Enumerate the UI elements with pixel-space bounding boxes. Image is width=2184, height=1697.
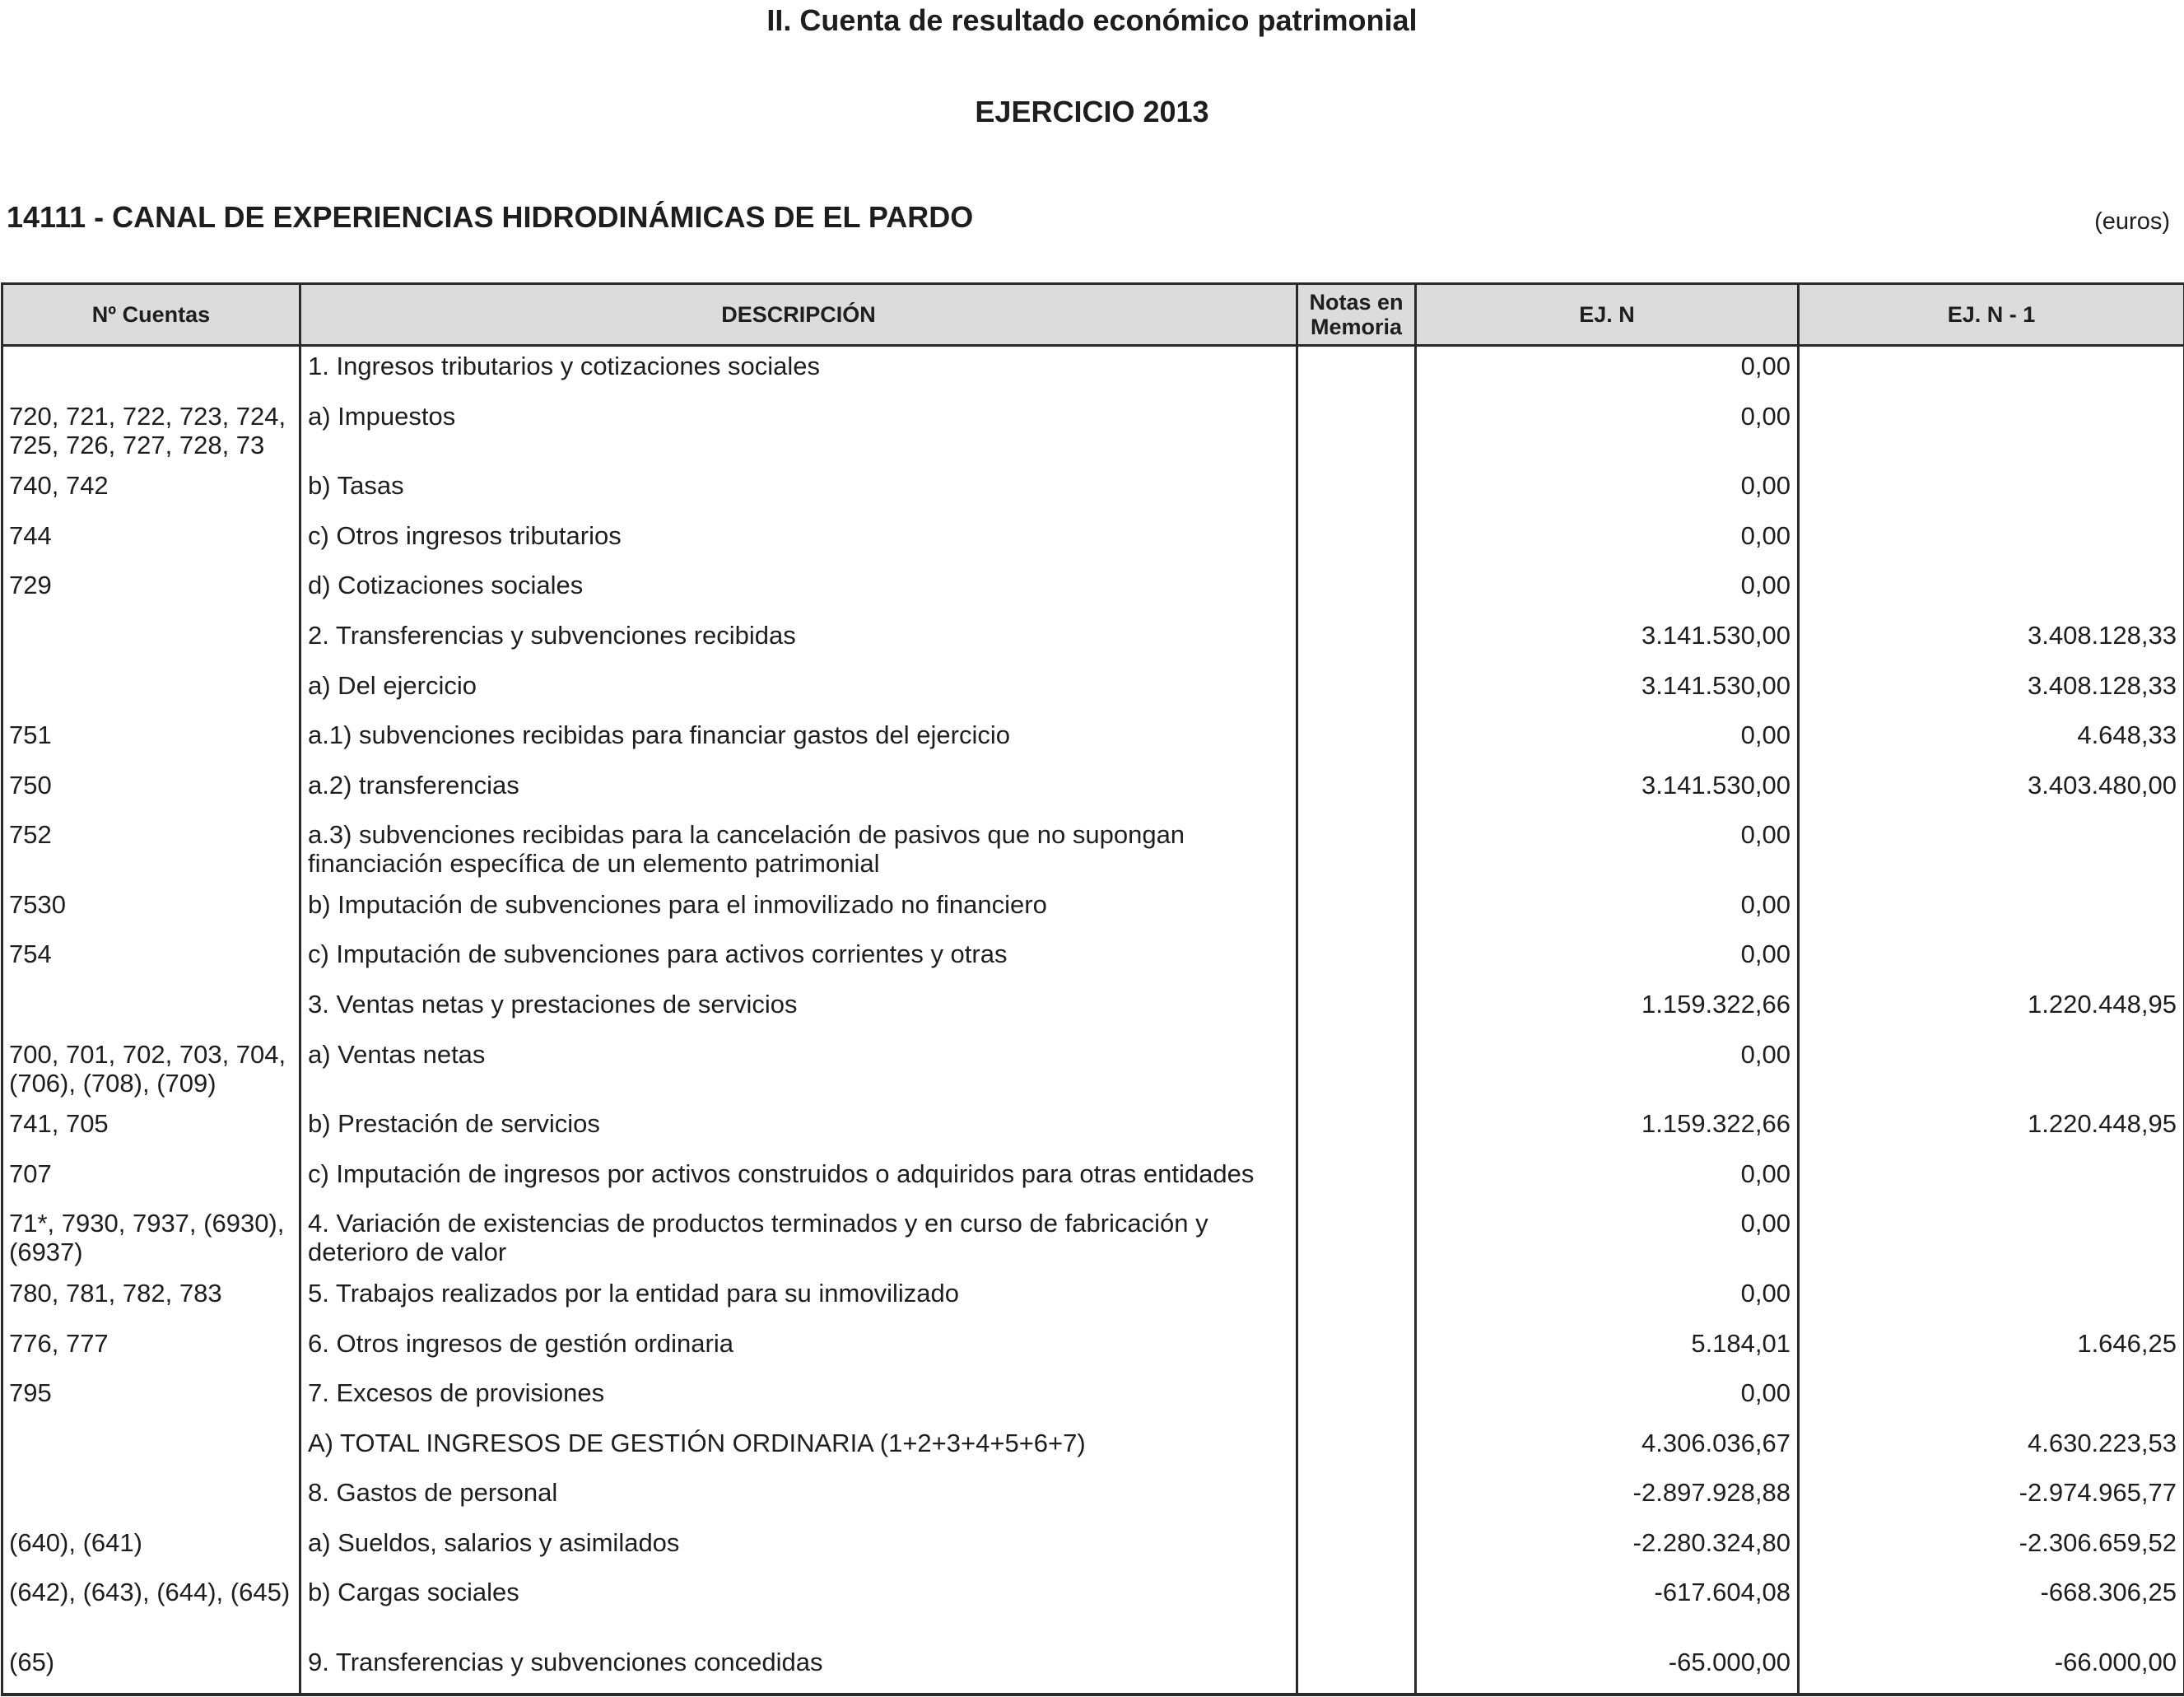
cell-cuentas: 750 [2, 766, 300, 816]
cell-descripcion: b) Prestación de servicios [300, 1104, 1297, 1154]
table-row [2, 1643, 2184, 1695]
cell-ej-n1: 1.646,25 [1799, 1324, 2184, 1374]
cell-descripcion: b) Imputación de subvenciones para el inmovilizado no financiero [300, 885, 1297, 935]
cell-descripcion: 7. Excesos de provisiones [300, 1373, 1297, 1424]
cell-notas [1297, 1523, 1416, 1573]
column-header-descripcion: DESCRIPCIÓN [300, 284, 1297, 346]
cell-notas [1297, 815, 1416, 885]
cell-cuentas: 707 [2, 1154, 300, 1205]
cell-cuentas: 7530 [2, 885, 300, 935]
currency-unit: (euros) [2094, 208, 2170, 235]
cell-notas [1297, 566, 1416, 616]
cell-ej-n1 [1799, 885, 2184, 935]
cell-notas [1297, 1204, 1416, 1274]
cell-ej-n1: -66.000,00 [1799, 1643, 2184, 1695]
cell-ej-n1: -668.306,25 [1799, 1573, 2184, 1643]
cell-notas [1297, 1324, 1416, 1374]
cell-notas [1297, 1104, 1416, 1154]
cell-ej-n: 0,00 [1416, 935, 1799, 985]
cell-notas [1297, 616, 1416, 666]
cell-ej-n: 5.184,01 [1416, 1324, 1799, 1374]
table-row [2, 1523, 2184, 1573]
cell-ej-n: 0,00 [1416, 1274, 1799, 1324]
cell-cuentas: (640), (641) [2, 1523, 300, 1573]
fiscal-year: EJERCICIO 2013 [975, 95, 1209, 128]
cell-ej-n1: 3.403.480,00 [1799, 766, 2184, 816]
cell-ej-n: 0,00 [1416, 516, 1799, 566]
income-statement-table [1, 282, 2184, 1696]
cell-ej-n1 [1799, 935, 2184, 985]
cell-descripcion: a) Ventas netas [300, 1035, 1297, 1105]
cell-cuentas [2, 985, 300, 1035]
cell-cuentas: 71*, 7930, 7937, (6930), (6937) [2, 1204, 300, 1274]
cell-cuentas: (642), (643), (644), (645) [2, 1573, 300, 1643]
cell-ej-n1: 4.648,33 [1799, 716, 2184, 766]
cell-ej-n1: 3.408.128,33 [1799, 616, 2184, 666]
cell-descripcion: c) Imputación de ingresos por activos construidos o adquiridos para otras entidades [300, 1154, 1297, 1205]
cell-descripcion: 6. Otros ingresos de gestión ordinaria [300, 1324, 1297, 1374]
cell-notas [1297, 346, 1416, 397]
cell-descripcion: c) Otros ingresos tributarios [300, 516, 1297, 566]
cell-ej-n1 [1799, 1035, 2184, 1105]
cell-ej-n: 3.141.530,00 [1416, 766, 1799, 816]
table-row [2, 1154, 2184, 1205]
cell-ej-n: 0,00 [1416, 716, 1799, 766]
cell-ej-n: 0,00 [1416, 1154, 1799, 1205]
cell-descripcion: 9. Transferencias y subvenciones concedidas [300, 1643, 1297, 1695]
cell-cuentas: 740, 742 [2, 466, 300, 516]
column-header-ej-n1: EJ. N - 1 [1799, 284, 2184, 346]
cell-ej-n: 3.141.530,00 [1416, 616, 1799, 666]
table-row [2, 1373, 2184, 1424]
cell-ej-n1: 1.220.448,95 [1799, 1104, 2184, 1154]
table-row [2, 666, 2184, 716]
cell-cuentas [2, 346, 300, 397]
cell-cuentas: 729 [2, 566, 300, 616]
cell-ej-n: 0,00 [1416, 1035, 1799, 1105]
cell-ej-n: 3.141.530,00 [1416, 666, 1799, 716]
cell-ej-n: -2.280.324,80 [1416, 1523, 1799, 1573]
cell-ej-n1 [1799, 1204, 2184, 1274]
cell-notas [1297, 1473, 1416, 1523]
cell-ej-n: 0,00 [1416, 466, 1799, 516]
cell-ej-n: 0,00 [1416, 885, 1799, 935]
column-header-ej-n: EJ. N [1416, 284, 1799, 346]
cell-cuentas: 795 [2, 1373, 300, 1424]
cell-notas [1297, 716, 1416, 766]
cell-ej-n: -2.897.928,88 [1416, 1473, 1799, 1523]
column-header-cuentas: Nº Cuentas [2, 284, 300, 346]
table-row [2, 516, 2184, 566]
cell-notas [1297, 885, 1416, 935]
table-row [2, 466, 2184, 516]
cell-ej-n1 [1799, 346, 2184, 397]
cell-ej-n1: -2.306.659,52 [1799, 1523, 2184, 1573]
table-row [2, 566, 2184, 616]
cell-ej-n1: -2.974.965,77 [1799, 1473, 2184, 1523]
cell-notas [1297, 1035, 1416, 1105]
table-row [2, 1035, 2184, 1105]
table-row [2, 716, 2184, 766]
cell-descripcion: 8. Gastos de personal [300, 1473, 1297, 1523]
cell-cuentas: 780, 781, 782, 783 [2, 1274, 300, 1324]
cell-descripcion: d) Cotizaciones sociales [300, 566, 1297, 616]
cell-cuentas: 752 [2, 815, 300, 885]
cell-descripcion: A) TOTAL INGRESOS DE GESTIÓN ORDINARIA (1+2+3+4+5+6+7) [300, 1424, 1297, 1474]
cell-ej-n: 0,00 [1416, 1204, 1799, 1274]
cell-notas [1297, 1424, 1416, 1474]
table-row [2, 1274, 2184, 1324]
entity-name: 14111 - CANAL DE EXPERIENCIAS HIDRODINÁMICAS DE EL PARDO [7, 200, 974, 234]
cell-descripcion: 1. Ingresos tributarios y cotizaciones sociales [300, 346, 1297, 397]
cell-ej-n1: 3.408.128,33 [1799, 666, 2184, 716]
cell-cuentas [2, 1424, 300, 1474]
cell-ej-n: 0,00 [1416, 1373, 1799, 1424]
cell-notas [1297, 985, 1416, 1035]
cell-ej-n: 1.159.322,66 [1416, 985, 1799, 1035]
cell-descripcion: a) Del ejercicio [300, 666, 1297, 716]
cell-ej-n: 0,00 [1416, 566, 1799, 616]
cell-ej-n1 [1799, 1154, 2184, 1205]
cell-ej-n1: 1.220.448,95 [1799, 985, 2184, 1035]
cell-ej-n1 [1799, 815, 2184, 885]
table-row [2, 397, 2184, 467]
cell-notas [1297, 1154, 1416, 1205]
table-row [2, 346, 2184, 397]
table-header-row [2, 284, 2184, 346]
cell-ej-n: 0,00 [1416, 346, 1799, 397]
cell-ej-n: -617.604,08 [1416, 1573, 1799, 1643]
table-row [2, 1204, 2184, 1274]
cell-descripcion: 5. Trabajos realizados por la entidad para su inmovilizado [300, 1274, 1297, 1324]
cell-descripcion: 2. Transferencias y subvenciones recibidas [300, 616, 1297, 666]
cell-descripcion: a.1) subvenciones recibidas para financiar gastos del ejercicio [300, 716, 1297, 766]
cell-ej-n1 [1799, 1274, 2184, 1324]
cell-cuentas: 720, 721, 722, 723, 724, 725, 726, 727, 728, 73 [2, 397, 300, 467]
cell-descripcion: a) Sueldos, salarios y asimilados [300, 1523, 1297, 1573]
table-row [2, 815, 2184, 885]
cell-notas [1297, 466, 1416, 516]
cell-descripcion: a.2) transferencias [300, 766, 1297, 816]
cell-cuentas: 751 [2, 716, 300, 766]
cell-notas [1297, 935, 1416, 985]
cell-descripcion: b) Cargas sociales [300, 1573, 1297, 1643]
cell-descripcion: 4. Variación de existencias de productos terminados y en curso de fabricación y deterioro de valor [300, 1204, 1297, 1274]
cell-descripcion: b) Tasas [300, 466, 1297, 516]
cell-ej-n: 0,00 [1416, 815, 1799, 885]
cell-cuentas: (65) [2, 1643, 300, 1695]
table-row [2, 616, 2184, 666]
cell-descripcion: c) Imputación de subvenciones para activos corrientes y otras [300, 935, 1297, 985]
cell-cuentas [2, 616, 300, 666]
table-row [2, 885, 2184, 935]
table-row [2, 935, 2184, 985]
cell-cuentas: 754 [2, 935, 300, 985]
report-title: II. Cuenta de resultado económico patrimonial [766, 3, 1418, 37]
cell-ej-n: 4.306.036,67 [1416, 1424, 1799, 1474]
table-row [2, 1473, 2184, 1523]
table-row [2, 1424, 2184, 1474]
cell-ej-n1 [1799, 397, 2184, 467]
cell-cuentas [2, 666, 300, 716]
cell-ej-n1 [1799, 566, 2184, 616]
cell-notas [1297, 397, 1416, 467]
cell-notas [1297, 516, 1416, 566]
table-row [2, 766, 2184, 816]
cell-ej-n: -65.000,00 [1416, 1643, 1799, 1695]
table-row [2, 1324, 2184, 1374]
cell-descripcion: a) Impuestos [300, 397, 1297, 467]
cell-notas [1297, 1643, 1416, 1695]
cell-descripcion: a.3) subvenciones recibidas para la cancelación de pasivos que no supongan financiación específica de un elemento patrimonial [300, 815, 1297, 885]
cell-ej-n: 1.159.322,66 [1416, 1104, 1799, 1154]
column-header-notas: Notas en Memoria [1297, 284, 1416, 346]
cell-cuentas [2, 1473, 300, 1523]
cell-cuentas: 741, 705 [2, 1104, 300, 1154]
table-row [2, 1573, 2184, 1643]
cell-cuentas: 744 [2, 516, 300, 566]
cell-descripcion: 3. Ventas netas y prestaciones de servicios [300, 985, 1297, 1035]
cell-notas [1297, 1274, 1416, 1324]
cell-ej-n: 0,00 [1416, 397, 1799, 467]
cell-ej-n1 [1799, 466, 2184, 516]
cell-ej-n1: 4.630.223,53 [1799, 1424, 2184, 1474]
table-row [2, 985, 2184, 1035]
cell-notas [1297, 1573, 1416, 1643]
cell-ej-n1 [1799, 1373, 2184, 1424]
cell-notas [1297, 1373, 1416, 1424]
cell-cuentas: 700, 701, 702, 703, 704, (706), (708), (709) [2, 1035, 300, 1105]
cell-cuentas: 776, 777 [2, 1324, 300, 1374]
cell-notas [1297, 766, 1416, 816]
table-row [2, 1104, 2184, 1154]
cell-ej-n1 [1799, 516, 2184, 566]
cell-notas [1297, 666, 1416, 716]
